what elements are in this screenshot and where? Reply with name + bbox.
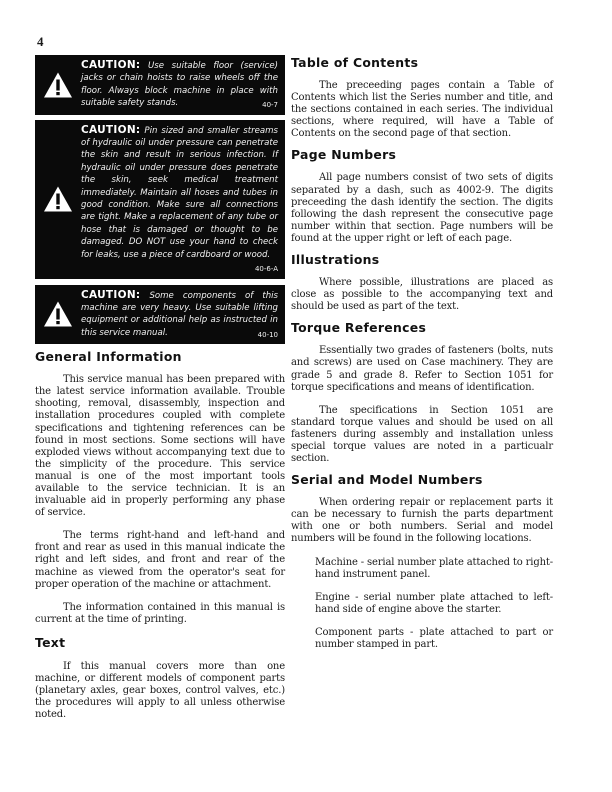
caution-text: Some components of this machine are very heavy. Use suitable lifting equipment or additional help as instructed in this service manual. bbox=[81, 290, 279, 338]
page-number: 4 bbox=[37, 34, 44, 49]
paragraph: The terms right-hand and left-hand and front and rear as used in this manual indicate the right and left sides, and front and rear of the machine as viewed from the operator's seat for proper operation of the machine or attachment. bbox=[35, 530, 285, 590]
heading-torque-references: Torque References bbox=[291, 320, 427, 336]
caution-label: CAUTION: bbox=[81, 59, 141, 71]
paragraph: All page numbers consist of two sets of digits separated by a dash, such as 4002-9. The digits preceeding the dash identify the section. The digits following the dash represent the consecutive page number within that section. Page numbers will be found at the upper right or left of each page. bbox=[291, 172, 553, 244]
paragraph: When ordering repair or replacement parts it can be necessary to furnish the parts department with one or both numbers. Serial and model numbers will be found in the following locations. bbox=[291, 497, 553, 545]
caution-code: 40-7 bbox=[262, 101, 278, 110]
paragraph: The specifications in Section 1051 are standard torque values and should be used on all fasteners during assembly and installation unless special torque values are noted in a particualr section. bbox=[291, 404, 553, 465]
heading-text: Text bbox=[35, 634, 66, 650]
warning-triangle-icon bbox=[43, 186, 73, 213]
heading-illustrations: Illustrations bbox=[291, 252, 380, 268]
left-column bbox=[35, 55, 285, 721]
heading-general-information: General Information bbox=[35, 349, 182, 365]
warning-triangle-icon bbox=[43, 301, 73, 328]
paragraph: This service manual has been prepared with the latest service information available. Trouble shooting, removal, disassembly, inspection and installation procedures coupled with complete specifications and tightening references can be found in most sections. Some sections will have exploded views without accompanying text due to the simplicity of the procedure. This service manual is one of the most important tools available to the service technician. It is an invaluable aid in properly performing any phase of service. bbox=[35, 374, 285, 519]
caution-label: CAUTION: bbox=[81, 288, 141, 301]
caution-box-heavy bbox=[35, 285, 285, 345]
caution-box-hydraulic bbox=[35, 120, 285, 279]
heading-serial-model-numbers: Serial and Model Numbers bbox=[291, 472, 483, 488]
paragraph: Essentially two grades of fasteners (bolts, nuts and screws) are used on Case machinery. They are grade 5 and grade 8. Refer to Section 1051 for torque specifications and means of identification. bbox=[291, 345, 553, 393]
paragraph: If this manual covers more than one machine, or different models of component parts (planetary axles, gear boxes, control valves, etc.) the procedures will apply to all unless otherwise noted. bbox=[35, 660, 285, 721]
caution-code: 40-6-A bbox=[254, 265, 278, 274]
paragraph: The preceeding pages contain a Table of Contents which list the Series number and title, and the sections contained in each series. The individual sections, where required, will have a Table of Contents on the second page of that section. bbox=[291, 80, 553, 140]
location-item-engine: Engine - serial number plate attached to left-hand side of engine above the starter. bbox=[315, 591, 553, 615]
right-column bbox=[291, 55, 553, 651]
location-item-machine: Machine - serial number plate attached to right-hand instrument panel. bbox=[315, 556, 553, 580]
paragraph: Where possible, illustrations are placed as close as possible to the accompanying text and should be used as part of the text. bbox=[291, 277, 553, 313]
warning-triangle-icon bbox=[43, 71, 73, 98]
caution-text: Pin sized and smaller streams of hydraulic oil under pressure can penetrate the skin and result in serious infection. If hydraulic oil under pressure does penetrate the skin, seek medical treatment immediately. Maintain all hoses and tubes in good condition. Make sure all connections are tight. Make a replacement of any tube or hose that is damaged or thought to be damaged. DO NOT use your hand to check for leaks, use a piece of cardboard or wood. bbox=[81, 125, 278, 260]
caution-text: Use suitable floor (service) jacks or chain hoists to raise wheels off the floor. Always block machine in place with suitable safety stands. bbox=[81, 61, 278, 109]
heading-table-of-contents: Table of Contents bbox=[291, 55, 419, 70]
paragraph: The information contained in this manual is current at the time of printing. bbox=[35, 601, 285, 625]
location-item-component-parts: Component parts - plate attached to part or number stamped in part. bbox=[315, 626, 553, 650]
caution-label: CAUTION: bbox=[81, 123, 141, 136]
caution-box-jacks bbox=[35, 55, 285, 115]
heading-page-numbers: Page Numbers bbox=[291, 147, 397, 163]
caution-code: 40-10 bbox=[257, 330, 278, 339]
